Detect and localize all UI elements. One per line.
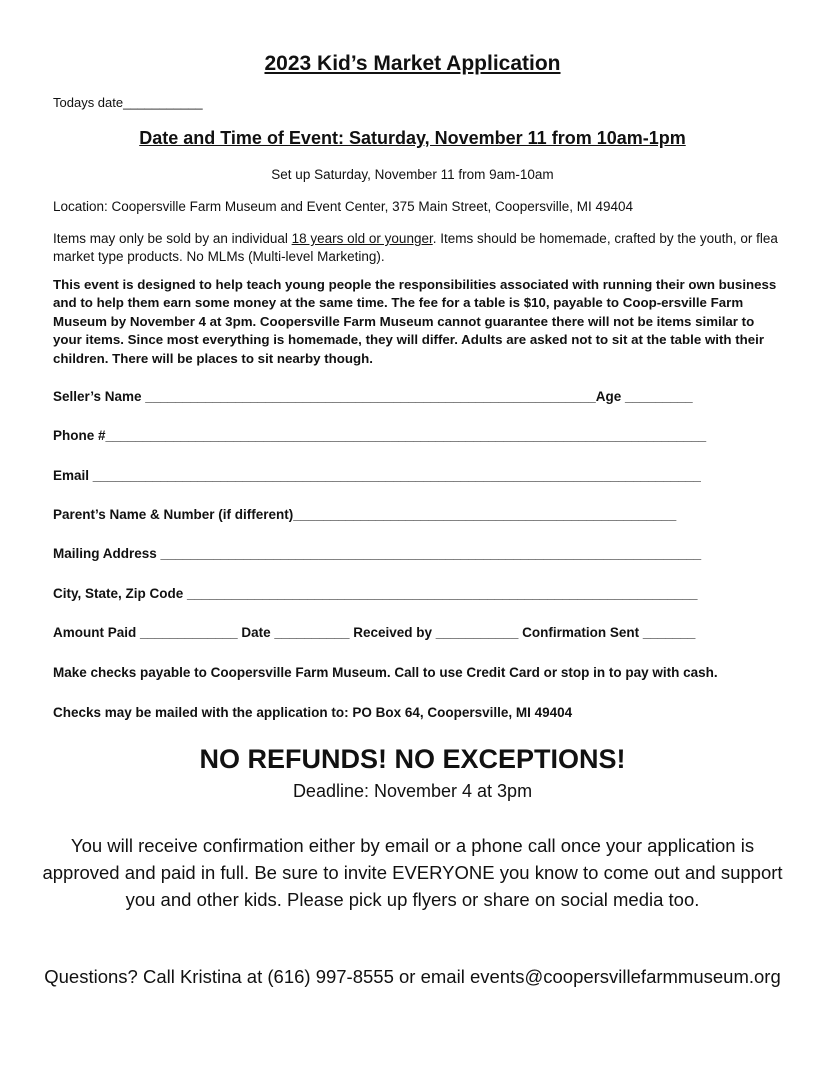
city-state-zip-field[interactable]: City, State, Zip Code ____________________________________________________________________	[53, 586, 698, 601]
setup-time-text: Set up Saturday, November 11 from 9am-10am	[271, 167, 554, 182]
eligibility-text-start: Items may only be sold by an individual	[53, 231, 292, 246]
eligibility-age-limit: 18 years old or younger	[291, 231, 433, 246]
checks-payable-note: Make checks payable to Coopersville Farm Museum. Call to use Credit Card or stop in to pay with cash.	[53, 665, 718, 680]
mailing-address-field[interactable]: Mailing Address ________________________________________________________________________	[53, 546, 702, 561]
seller-name-age-field[interactable]: Seller’s Name ____________________________________________________________Age _________	[53, 389, 693, 404]
email-field[interactable]: Email _________________________________________________________________________________	[53, 468, 701, 483]
phone-field[interactable]: Phone #________________________________________________________________________________	[53, 428, 707, 443]
page-title: 2023 Kid’s Market Application	[264, 52, 561, 75]
checks-mailing-note: Checks may be mailed with the application to: PO Box 64, Coopersville, MI 49404	[53, 705, 573, 720]
parent-name-number-field[interactable]: Parent’s Name & Number (if different)___________________________________________________	[53, 507, 677, 522]
payment-record-fields[interactable]: Amount Paid _____________ Date __________ Received by ___________ Confirmation Sent _______	[53, 625, 696, 640]
eligibility-paragraph	[53, 230, 778, 266]
event-date-time-heading: Date and Time of Event: Saturday, November 11 from 10am-1pm	[139, 128, 686, 148]
eligibility-text-end: . Items should be homemade, crafted by the youth, or flea market type products. No MLMs (Multi-level Marketing).	[53, 231, 778, 264]
contact-paragraph: Questions? Call Kristina at (616) 997-8555 or email events@coopersvillefarmmuseum.org	[44, 966, 781, 987]
confirmation-paragraph: You will receive confirmation either by email or a phone call once your application is approved and paid in full. Be sure to invite EVERYONE you know to come out and support you and other kids. Please pick up flyers or share on social media too.	[42, 835, 783, 910]
todays-date-field[interactable]: Todays date___________	[53, 95, 203, 110]
location-text: Location: Coopersville Farm Museum and Event Center, 375 Main Street, Coopersville, MI 49404	[53, 199, 634, 214]
deadline-text: Deadline: November 4 at 3pm	[292, 781, 533, 801]
event-purpose-paragraph: This event is designed to help teach young people the responsibilities associated with running their own business and to help them earn some money at the same time. The fee for a table is $10, payable to Coop-ersville Farm Museum by November 4 at 3pm. Coopersville Farm Museum cannot guarantee there will not be items similar to your items. Since most everything is homemade, they will differ. Adults are asked not to sit at the table with their children. There will be places to sit nearby though.	[53, 277, 777, 366]
no-refunds-heading: NO REFUNDS! NO EXCEPTIONS!	[199, 744, 626, 774]
